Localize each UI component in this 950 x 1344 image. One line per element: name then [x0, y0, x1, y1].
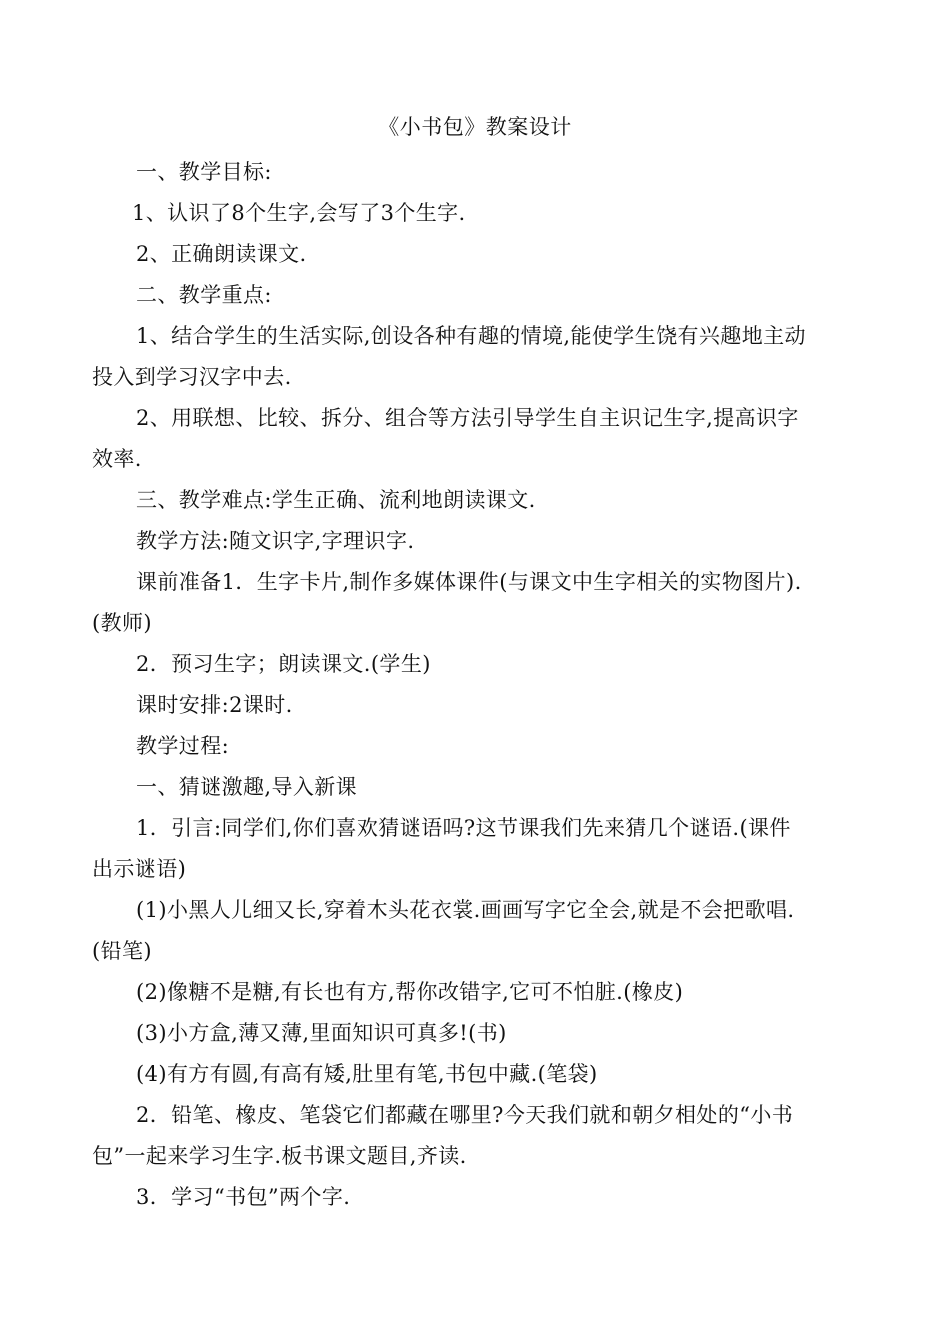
paragraph-step-3: 3．学习“书包”两个字. [136, 1185, 351, 1209]
document-body [92, 152, 808, 1218]
paragraph-objective-2: 2、正确朗读课文. [136, 242, 307, 266]
paragraph-key-point-1: 1、结合学生的生活实际,创设各种有趣的情境,能使学生饶有兴趣地主动投入到学习汉字中去. [92, 324, 806, 389]
paragraph-preparation-1: 课前准备1．生字卡片,制作多媒体课件(与课文中生字相关的实物图片).(教师) [92, 570, 802, 635]
paragraph-objective-1: 1、认识了8个生字,会写了3个生字. [132, 201, 466, 225]
paragraph-process-heading: 教学过程: [136, 734, 230, 758]
paragraph-riddle-1: (1)小黑人儿细又长,穿着木头花衣裳.画画写字它全会,就是不会把歌唱.(铅笔) [92, 898, 795, 963]
paragraph-preparation-2: 2．预习生字；朗读课文.(学生) [136, 652, 431, 676]
paragraph-schedule: 课时安排:2课时. [136, 693, 293, 717]
paragraph-teaching-objectives-heading: 一、教学目标: [136, 160, 272, 184]
paragraph-key-points-heading: 二、教学重点: [136, 283, 272, 307]
paragraph-difficulties: 三、教学难点:学生正确、流利地朗读课文. [136, 488, 536, 512]
paragraph-teaching-methods: 教学方法:随文识字,字理识字. [136, 529, 415, 553]
paragraph-riddle-2: (2)像糖不是糖,有长也有方,帮你改错字,它可不怕脏.(橡皮) [136, 980, 684, 1004]
document-title: 《小书包》教案设计 [378, 115, 572, 139]
paragraph-riddle-3: (3)小方盒,薄又薄,里面知识可真多!(书) [136, 1021, 507, 1045]
paragraph-riddle-4: (4)有方有圆,有高有矮,肚里有笔,书包中藏.(笔袋) [136, 1062, 598, 1086]
paragraph-section-1-heading: 一、猜谜激趣,导入新课 [136, 775, 358, 799]
paragraph-key-point-2: 2、用联想、比较、拆分、组合等方法引导学生自主识记生字,提高识字效率. [92, 406, 799, 471]
paragraph-step-2: 2．铅笔、橡皮、笔袋它们都藏在哪里?今天我们就和朝夕相处的“小书包”一起来学习生字.板书课文题目,齐读. [92, 1103, 794, 1168]
paragraph-step-1: 1．引言:同学们,你们喜欢猜谜语吗?这节课我们先来猜几个谜语.(课件出示谜语) [92, 816, 791, 881]
